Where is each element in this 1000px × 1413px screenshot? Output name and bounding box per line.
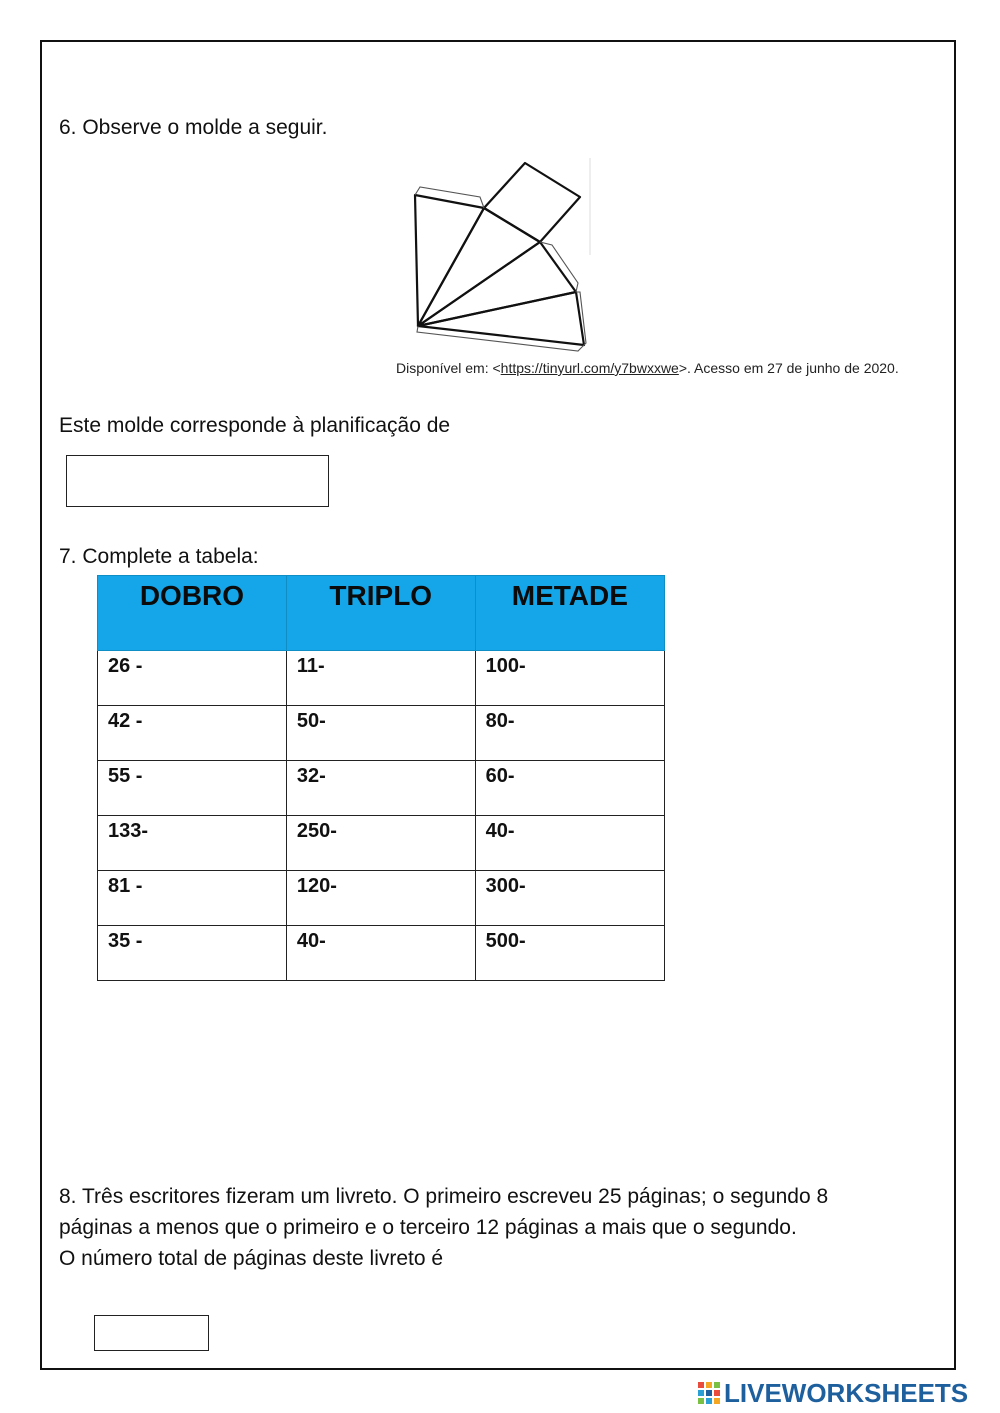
table-cell[interactable]: 80- bbox=[475, 706, 664, 761]
liveworksheets-logo bbox=[697, 1378, 968, 1408]
table-cell[interactable]: 35 - bbox=[98, 926, 287, 981]
table-row bbox=[98, 761, 665, 816]
source-link[interactable]: https://tinyurl.com/y7bwxxwe bbox=[500, 360, 679, 376]
complete-table bbox=[97, 575, 665, 981]
table-cell[interactable]: 120- bbox=[286, 871, 475, 926]
question-8-line-2: páginas a menos que o primeiro e o terceiro 12 páginas a mais que o segundo. bbox=[59, 1216, 797, 1239]
table-cell[interactable]: 55 - bbox=[98, 761, 287, 816]
question-6-statement: Este molde corresponde à planificação de bbox=[59, 414, 451, 437]
pyramid-net-image bbox=[400, 155, 600, 360]
table-cell[interactable]: 40- bbox=[286, 926, 475, 981]
table-cell[interactable]: 250- bbox=[286, 816, 475, 871]
table-cell[interactable]: 300- bbox=[475, 871, 664, 926]
table-cell[interactable]: 11- bbox=[286, 651, 475, 706]
header-dobro: DOBRO bbox=[98, 576, 287, 651]
table-cell[interactable]: 26 - bbox=[98, 651, 287, 706]
header-metade: METADE bbox=[475, 576, 664, 651]
table-row bbox=[98, 706, 665, 761]
table-cell[interactable]: 42 - bbox=[98, 706, 287, 761]
table-cell[interactable]: 60- bbox=[475, 761, 664, 816]
question-8-line-3: O número total de páginas deste livreto é bbox=[59, 1247, 444, 1270]
table-row bbox=[98, 871, 665, 926]
table-cell[interactable]: 81 - bbox=[98, 871, 287, 926]
table-cell[interactable]: 40- bbox=[475, 816, 664, 871]
header-triplo: TRIPLO bbox=[286, 576, 475, 651]
table-cell[interactable]: 133- bbox=[98, 816, 287, 871]
answer-field-question-8[interactable] bbox=[94, 1315, 209, 1351]
brand-name: LIVEWORKSHEETS bbox=[724, 1377, 969, 1408]
table-cell[interactable]: 100- bbox=[475, 651, 664, 706]
question-7-prompt: 7. Complete a tabela: bbox=[59, 545, 259, 568]
liveworksheets-grid-icon bbox=[697, 1381, 721, 1405]
question-8-text bbox=[59, 1181, 939, 1274]
answer-field-question-6[interactable] bbox=[66, 455, 329, 507]
table-row bbox=[98, 816, 665, 871]
table-cell[interactable]: 50- bbox=[286, 706, 475, 761]
question-6-prompt: 6. Observe o molde a seguir. bbox=[59, 116, 328, 139]
table-row bbox=[98, 926, 665, 981]
table-row bbox=[98, 651, 665, 706]
question-8-line-1: 8. Três escritores fizeram um livreto. O primeiro escreveu 25 páginas; o segundo 8 bbox=[59, 1185, 829, 1208]
image-source-caption: Disponível em: <https://tinyurl.com/y7bwxxwe>. Acesso em 27 de junho de 2020. bbox=[396, 360, 899, 376]
table-cell[interactable]: 32- bbox=[286, 761, 475, 816]
table-cell[interactable]: 500- bbox=[475, 926, 664, 981]
